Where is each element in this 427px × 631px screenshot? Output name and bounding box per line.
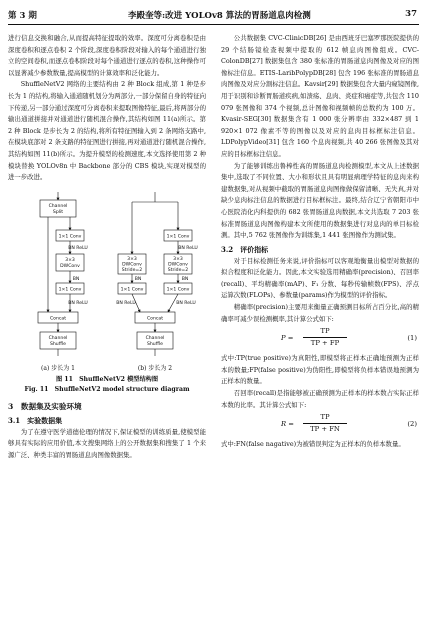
left-column: [8, 33, 206, 462]
a-split-line1: Channel: [48, 203, 68, 209]
eq1-lhs: P =: [281, 334, 294, 343]
eq2-number: (2): [407, 420, 417, 429]
b-left-dw-line1: 3×3: [127, 256, 137, 262]
running-title: 李殿奎等:改进 YOLOv8 算法的胃肠道息肉检测: [128, 11, 311, 21]
figure-caption-en: Fig. 11 ShuffleNetV2 model structure diagram: [24, 385, 190, 393]
b-right-conv2-label: 1×1 Conv: [166, 287, 190, 293]
shufflenet-diagram: [8, 190, 206, 375]
b-right-dw-line2: DWConv: [168, 262, 188, 268]
b-left-bn-label: BN: [134, 276, 142, 282]
a-concat-label: Concat: [49, 316, 67, 322]
paragraph: 公共数据集 CVC-ClinicDB[26] 是由西班牙巴塞罗那医院提供的 29 个结肠镜检查视频中提取的 612 帧息肉图像组成。CVC-ColonDB[27] 数据集包含 380 张标准的胃肠道息肉图像及对应的图像标注信息。ETIS-LaribPolypDB[28] 包含 196 张标准的胃肠道息肉图像及对应分割标注信息。Kavsir[29] 数据集包含大量内窥镜图像,用于识别和诊断胃肠道疾病,如溃疡、息肉、炎症和癌症等,共包含 110 079 张图像和 374 个视频,总计图像和视频帧的总数约为 100 万。Kvasir-SEG[30] 数据集含有 1 000 张分辨率由 332×487 到 1 920×1 072 像素不等的图像以及对应的息肉目标框标注信息。LDPolypVideo[31] 包含 160 个息肉视频,共 40 266 张图像及其对应的目标框标注信息。: [221, 34, 419, 158]
issue-number: 第 3 期: [8, 11, 37, 21]
a-bnrelu-label: BN ReLU: [68, 245, 88, 251]
paragraph: 式中:TP(true positive)为真阳性,即模型将正样本正确地预测为正样本的数量;FP(false positive)为伪阳性,即模型将负样本错误地预测为正样本的数量。: [221, 354, 419, 386]
paragraph: 精确率(precision)主要用来衡量正确预测目标所占百分比,高的精确率可减少误检测概率,其计算公式如下:: [221, 303, 419, 323]
a-bn-label: BN: [72, 276, 80, 282]
a-conv2-label: 1×1 Conv: [58, 287, 82, 293]
figure-caption-cn: 图 11 ShuffleNetV2 模型结构图: [55, 375, 159, 383]
paragraph: 进行信息交换和融合,从而提高特征提取的效率。深度可分离卷积是由深度卷积和逐点卷积 2 个阶段,深度卷积阶段对输入的每个通道进行独立的空间卷积,而逐点卷积阶段对每个通道进行逐点的卷积,这种操作可以显著减少参数数量,提高模型的计算效率和泛化能力。: [8, 34, 206, 77]
a-split-line2: Split: [52, 209, 64, 215]
b-shuffle-line2: Shuffle: [146, 341, 164, 347]
b-right-dw-line3: Stride=2: [167, 267, 189, 273]
eq1-number: (1): [407, 334, 417, 343]
a-bnrelu2-label: BN ReLU: [68, 300, 88, 306]
page-header: [0, 0, 427, 26]
a-dw-line2: DWConv: [60, 263, 80, 269]
page-number: 37: [405, 9, 417, 19]
a-shuffle-line1: Channel: [48, 335, 68, 341]
b-right-conv1-label: 1×1 Conv: [166, 234, 190, 240]
paragraph: 召回率(recall)是指能够被正确预测为正样本的样本数占实际正样本数的比率。其计算公式如下:: [221, 389, 419, 409]
paragraph: 对于目标检测任务来说,评价指标可以客观地衡量出模型对数据的拟合程度和泛化能力。因此,本文实验选用精确率(precision)、召回率(recall)、平均精确率(mAP)、F₁ 分数、每秒传输帧数(FPS)、浮点运算次数(FLOPs)、参数量(params)作为模型的评价指标。: [221, 256, 419, 300]
eq2-denominator: TP + FN: [310, 425, 340, 434]
b-concat-label: Concat: [146, 316, 164, 322]
header-rule: [8, 24, 419, 25]
equation-1: [221, 325, 419, 353]
eq2-fraction: [303, 412, 347, 435]
subfig-b-label: (b) 步长为 2: [137, 364, 173, 372]
b-left-bnrelu-label: BN ReLU: [116, 300, 136, 306]
figure-11: [8, 190, 206, 375]
subfig-a-label: (a) 步长为 1: [41, 364, 75, 372]
eq1-fraction: [303, 326, 347, 349]
paragraph: 为了能够训练出鲁棒性高的胃肠道息肉检测模型,本文从上述数据集中,选取了不同位置、大小和形状且具有明显病理学特征的息肉来构建数据集,对从视频中截取的胃肠道息肉图像做保留清晰、无失真,并对缺少息肉标注信息的数据进行目标框标注。最终,结合辽宁省朝阳市中心医院消化内科提供的 682 张胃肠道息肉数据,本文共选取 7 203 张标准胃肠道息肉图像构建本文所使用的数据集进行对息肉的单目标检测。其中,5 762 张图像作为训练集,1 441 张图像作为测试集。: [221, 161, 419, 240]
b-right-bn-label: BN: [181, 276, 189, 282]
eq2-lhs: R =: [281, 420, 294, 429]
eq1-numerator: TP: [303, 326, 347, 338]
b-right-dw-line1: 3×3: [173, 256, 183, 262]
b-right-bnrelu2-label: BN ReLU: [176, 300, 196, 306]
paragraph: 为了在遵守医学道德伦理的情况下,保证模型的训练质量,使模型能够具有实际的应用价值,本文搜集网络上的公开数据集和搜集了 1 个来源广泛、种类丰富的胃肠道息肉图像数据集。: [8, 427, 206, 459]
b-left-conv-label: 1×1 Conv: [120, 287, 144, 293]
eq2-numerator: TP: [303, 412, 347, 424]
eq1-denominator: TP + FP: [310, 339, 340, 348]
section-heading-3-2: 3.2 评价指标: [221, 244, 269, 254]
section-heading-3-1: 3.1 实验数据集: [8, 415, 63, 425]
equation-2: [221, 411, 419, 439]
b-left-dw-line3: Stride=2: [121, 267, 143, 273]
a-shuffle-line2: Shuffle: [49, 341, 67, 347]
paragraph: ShuffleNetV2 网络的主要结构由 2 种 Block 组成,第 1 种是步长为 1 的结构,将输入通道随机划分为两部分,一部分保留自身的特征向下传递,另一部分通过深度可分离卷积来提取图像特征,最后,将两部分的输出通道拼接并对通道进行随机混合操作,其结构如图 11(a)所示。第 2 种 Block 是步长为 2 的结构,将所有特征图输入到 2 条网络支路中,在模块底部对 2 条支路的特征图进行拼接,再对通道进行随机混合操作,其结构如图 11(b)所示。为提升模型的检测速度,本文选择使用第 2 种模块替换 YOLOv8n 中 Backbone 部分的 CBS 模块,实现对模型的进一步改进。: [8, 80, 206, 182]
a-dw-line1: 3×3: [65, 257, 75, 263]
b-shuffle-line1: Channel: [145, 335, 165, 341]
a-conv1-label: 1×1 Conv: [58, 234, 82, 240]
right-column: [221, 33, 419, 451]
b-right-bnrelu-label: BN ReLU: [178, 245, 198, 251]
b-left-dw-line2: DWConv: [122, 262, 142, 268]
section-heading-3: 3 数据集及实验环境: [8, 401, 82, 411]
paragraph: 式中:FN(false nagative)为被错误判定为正样本的负样本数量。: [221, 440, 405, 449]
